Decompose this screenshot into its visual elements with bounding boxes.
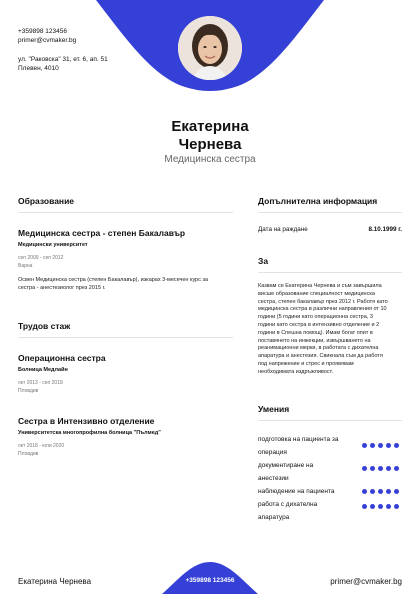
- about-line: медицинска сестра в различни направления от 10: [258, 306, 387, 313]
- skill-level-dot: [378, 443, 383, 448]
- experience-item-org: Болница Медлайн: [18, 367, 68, 373]
- skill-level: [362, 504, 402, 509]
- contact-phone: +359898 123456: [18, 28, 67, 35]
- contact-block: [18, 27, 108, 73]
- skill-level: [362, 489, 402, 494]
- skill-name-line: апаратура: [258, 514, 290, 521]
- skill-level-dot: [378, 489, 383, 494]
- additional-heading: Допълнителна информация: [258, 196, 378, 206]
- skill-level-dot: [386, 504, 391, 509]
- skill-level-dot: [370, 443, 375, 448]
- skill-name: [258, 485, 358, 498]
- experience-item-title: Сестра в Интензивно отделение: [18, 416, 155, 426]
- about-line: сестра, степен бакалавър през 2012 г. Работя като: [258, 298, 388, 305]
- about-line: години като сестра в интензивно отделение и 2: [258, 321, 380, 328]
- skill-level-dot: [386, 443, 391, 448]
- skill-name-line: наблюдение на пациента: [258, 488, 335, 495]
- about-heading: За: [258, 256, 269, 266]
- skill-level-dot: [370, 489, 375, 494]
- skills-heading: Умения: [258, 404, 290, 414]
- education-heading: Образование: [18, 196, 75, 206]
- about-line: висше образование специалност медицинска: [258, 290, 375, 297]
- skill-level: [362, 443, 402, 448]
- skill-level-dot: [378, 466, 383, 471]
- education-rule: [18, 212, 233, 213]
- contact-address-line1: ул. "Раковска" 31, ет. 6, ап. 51: [18, 56, 108, 63]
- education-item-title: Медицинска сестра - степен Бакалавър: [18, 228, 186, 238]
- education-item-location: Варна: [18, 263, 33, 269]
- name-first: Екатерина: [171, 118, 249, 135]
- skill-level-dot: [362, 489, 367, 494]
- experience-heading: Трудов стаж: [18, 321, 71, 331]
- footer-name: Екатерина Чернева: [18, 577, 92, 586]
- job-role: Медицинска сестра: [164, 154, 256, 165]
- birth-date-label: Дата на раждане: [258, 226, 308, 233]
- education-item-desc-line2: сестра - анестезиолог през 2015 г.: [18, 285, 106, 291]
- experience-item-location: Пловдив: [18, 451, 39, 457]
- experience-item-dates: окт 2018 - юли 2020: [18, 443, 65, 449]
- skill-name-line: анестезии: [258, 475, 289, 482]
- skill-name-line: операция: [258, 449, 287, 456]
- birth-date-value: 8.10.1999 г.: [368, 226, 402, 233]
- skill-name-line: работа с дихателна: [258, 501, 318, 508]
- contact-email[interactable]: primer@cvmaker.bg: [18, 37, 77, 44]
- footer-phone: +359898 123456: [185, 577, 235, 584]
- about-line: реанимационни мерки, в работата с дихателна: [258, 345, 379, 352]
- about-line: необходимата издръжливост.: [258, 368, 334, 375]
- skill-level-dot: [394, 443, 399, 448]
- skill-level-dot: [362, 466, 367, 471]
- skill-level-dot: [394, 504, 399, 509]
- about-text: [258, 283, 402, 377]
- skill-name-line: документиране на: [258, 462, 314, 469]
- education-item-org: Медицински университет: [18, 242, 88, 248]
- skill-name: [258, 459, 358, 485]
- education-item-desc-line1: Освен Медицинска сестра (степен Бакалавър), изкарах 3-месечен курс за: [18, 277, 209, 283]
- skill-level-dot: [386, 489, 391, 494]
- additional-rule: [258, 212, 402, 213]
- about-line: години (5 години като операционна сестра, 3: [258, 314, 373, 321]
- about-rule: [258, 272, 402, 273]
- profile-photo: [178, 16, 242, 80]
- about-line: години в Спешна помощ). Имам богат опит в: [258, 329, 373, 336]
- skill-level-dot: [362, 504, 367, 509]
- skill-name: [258, 498, 358, 524]
- footer-email[interactable]: primer@cvmaker.bg: [330, 577, 402, 586]
- experience-item-dates: окт 2013 - сеп 2018: [18, 380, 63, 386]
- skills-rule: [258, 420, 402, 421]
- education-item-dates: сеп 2009 - сеп 2012: [18, 255, 64, 261]
- experience-item-org: Университетска многопрофилна болница "Пълмед": [18, 430, 161, 436]
- footer-accent-shape: [140, 558, 280, 594]
- contact-address-line2: Плевен, 4010: [18, 65, 59, 72]
- name-last: Чернева: [178, 136, 242, 153]
- skill-level-dot: [394, 489, 399, 494]
- skill-name: [258, 433, 358, 459]
- about-line: поставянето на инжекции, извършването на: [258, 337, 371, 344]
- experience-item-title: Операционна сестра: [18, 353, 106, 363]
- skill-level-dot: [370, 504, 375, 509]
- about-line: Казвам се Екатерина Чернева и съм завършила: [258, 283, 382, 289]
- about-line: под напрежение и стрес и проявявам: [258, 360, 354, 367]
- about-line: апаратура и анестезия. Свикнала съм да работя: [258, 353, 383, 360]
- skill-level-dot: [370, 466, 375, 471]
- skill-level-dot: [386, 466, 391, 471]
- experience-rule: [18, 337, 233, 338]
- skill-level: [362, 466, 402, 471]
- skill-name-line: подготовка на пациента за: [258, 436, 339, 443]
- skill-level-dot: [394, 466, 399, 471]
- skill-level-dot: [362, 443, 367, 448]
- experience-item-location: Пловдив: [18, 388, 39, 394]
- skill-level-dot: [378, 504, 383, 509]
